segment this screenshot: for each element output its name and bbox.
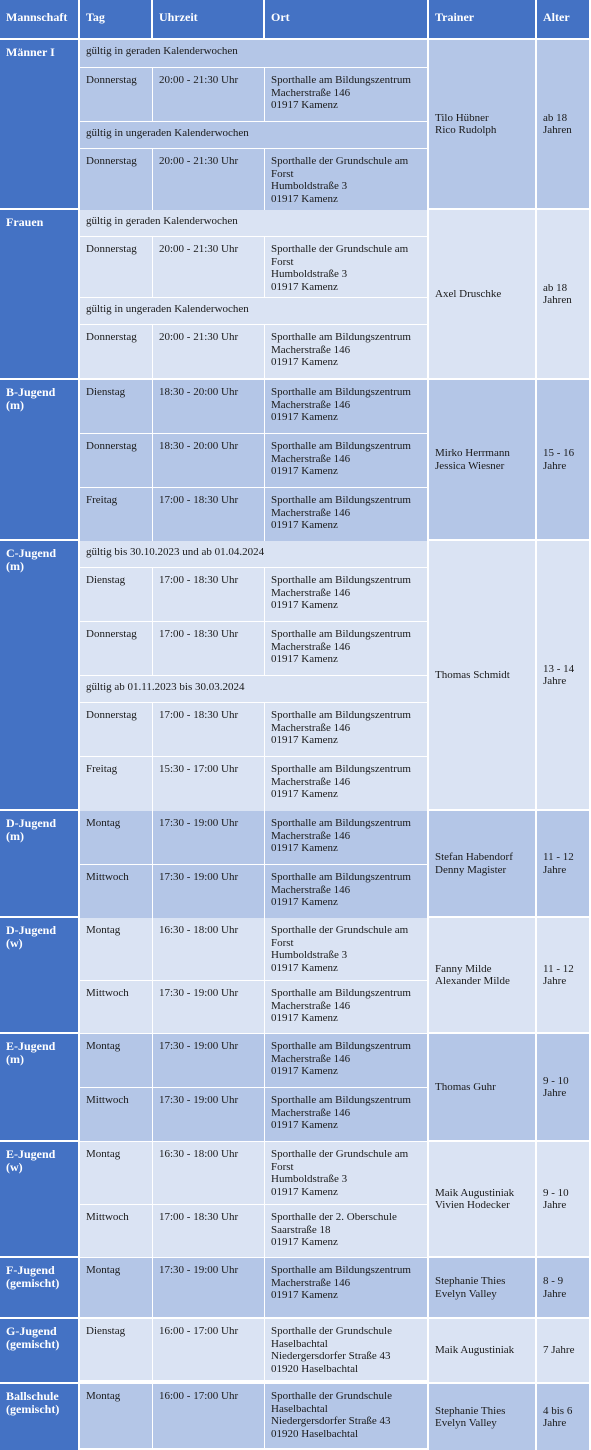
time-cell: 16:30 - 18:00 Uhr — [153, 918, 264, 980]
team-name: F-Jugend (gemischt) — [0, 1258, 78, 1317]
team-name: E-Jugend (m) — [0, 1034, 78, 1140]
day-cell: Mittwoch — [80, 1088, 152, 1141]
validity-note: gültig ab 01.11.2023 bis 30.03.2024 — [80, 676, 427, 702]
day-cell: Donnerstag — [80, 325, 152, 378]
trainer-cell: Thomas Guhr — [429, 1034, 535, 1140]
validity-note: gültig in ungeraden Kalenderwochen — [80, 298, 427, 324]
time-cell: 20:00 - 21:30 Uhr — [153, 149, 264, 211]
time-cell: 15:30 - 17:00 Uhr — [153, 757, 264, 814]
time-cell: 17:00 - 18:30 Uhr — [153, 622, 264, 675]
location-cell: Sporthalle am Bildungszentrum Macherstraße 146 01917 Kamenz — [265, 488, 427, 541]
day-cell: Montag — [80, 1034, 152, 1087]
location-cell: Sporthalle der Grundschule Haselbachtal Niedergersdorfer Straße 43 01920 Haselbachtal — [265, 1319, 427, 1380]
trainer-cell: Maik Augustiniak — [429, 1319, 535, 1382]
day-cell: Montag — [80, 811, 152, 864]
day-cell: Freitag — [80, 488, 152, 541]
time-cell: 17:00 - 18:30 Uhr — [153, 1205, 264, 1257]
age-cell: 8 - 9 Jahre — [537, 1258, 589, 1317]
time-cell: 16:30 - 18:00 Uhr — [153, 1142, 264, 1204]
team-name: Frauen — [0, 210, 78, 378]
team-name: D-Jugend (m) — [0, 811, 78, 916]
time-cell: 17:30 - 19:00 Uhr — [153, 1034, 264, 1087]
trainer-cell: Stephanie Thies Evelyn Valley — [429, 1258, 535, 1317]
team-name: G-Jugend (gemischt) — [0, 1319, 78, 1382]
age-cell: ab 18 Jahren — [537, 210, 589, 378]
time-cell: 20:00 - 21:30 Uhr — [153, 237, 264, 297]
location-cell: Sporthalle am Bildungszentrum Macherstraße 146 01917 Kamenz — [265, 568, 427, 621]
team-name: Männer I — [0, 40, 78, 208]
time-cell: 18:30 - 20:00 Uhr — [153, 380, 264, 433]
day-cell: Freitag — [80, 757, 152, 814]
day-cell: Mittwoch — [80, 1205, 152, 1257]
location-cell: Sporthalle am Bildungszentrum Macherstraße 146 01917 Kamenz — [265, 68, 427, 121]
trainer-cell: Stefan Habendorf Denny Magister — [429, 811, 535, 916]
location-cell: Sporthalle am Bildungszentrum Macherstraße 146 01917 Kamenz — [265, 434, 427, 487]
time-cell: 17:30 - 19:00 Uhr — [153, 981, 264, 1033]
day-cell: Montag — [80, 1384, 152, 1448]
day-cell: Dienstag — [80, 568, 152, 621]
age-cell: 9 - 10 Jahre — [537, 1142, 589, 1256]
time-cell: 17:00 - 18:30 Uhr — [153, 488, 264, 541]
time-cell: 17:30 - 19:00 Uhr — [153, 1088, 264, 1141]
time-cell: 17:30 - 19:00 Uhr — [153, 865, 264, 918]
header-uhrzeit: Uhrzeit — [153, 0, 263, 38]
header-ort: Ort — [265, 0, 427, 38]
location-cell: Sporthalle der Grundschule am Forst Humboldstraße 3 01917 Kamenz — [265, 149, 427, 211]
day-cell: Montag — [80, 918, 152, 980]
trainer-cell: Maik Augustiniak Vivien Hodecker — [429, 1142, 535, 1256]
location-cell: Sporthalle am Bildungszentrum Macherstraße 146 01917 Kamenz — [265, 380, 427, 433]
location-cell: Sporthalle am Bildungszentrum Macherstraße 146 01917 Kamenz — [265, 622, 427, 675]
time-cell: 20:00 - 21:30 Uhr — [153, 325, 264, 378]
location-cell: Sporthalle am Bildungszentrum Macherstraße 146 01917 Kamenz — [265, 865, 427, 918]
location-cell: Sporthalle der Grundschule am Forst Humboldstraße 3 01917 Kamenz — [265, 1142, 427, 1204]
team-name: D-Jugend (w) — [0, 918, 78, 1032]
location-cell: Sporthalle am Bildungszentrum Macherstraße 146 01917 Kamenz — [265, 1034, 427, 1087]
day-cell: Montag — [80, 1142, 152, 1204]
day-cell: Montag — [80, 1258, 152, 1317]
time-cell: 16:00 - 17:00 Uhr — [153, 1384, 264, 1448]
header-mannschaft: Mannschaft — [0, 0, 78, 38]
location-cell: Sporthalle am Bildungszentrum Macherstraße 146 01917 Kamenz — [265, 325, 427, 378]
location-cell: Sporthalle am Bildungszentrum Macherstraße 146 01917 Kamenz — [265, 1258, 427, 1317]
location-cell: Sporthalle am Bildungszentrum Macherstraße 146 01917 Kamenz — [265, 811, 427, 864]
time-cell: 18:30 - 20:00 Uhr — [153, 434, 264, 487]
location-cell: Sporthalle der Grundschule am Forst Humboldstraße 3 01917 Kamenz — [265, 918, 427, 980]
day-cell: Mittwoch — [80, 865, 152, 918]
day-cell: Donnerstag — [80, 68, 152, 121]
trainer-cell: Axel Druschke — [429, 210, 535, 378]
trainer-cell: Fanny Milde Alexander Milde — [429, 918, 535, 1032]
day-cell: Donnerstag — [80, 622, 152, 675]
location-cell: Sporthalle am Bildungszentrum Macherstraße 146 01917 Kamenz — [265, 703, 427, 756]
team-name: C-Jugend (m) — [0, 541, 78, 809]
day-cell: Mittwoch — [80, 981, 152, 1033]
header-trainer: Trainer — [429, 0, 535, 38]
trainer-cell: Tilo Hübner Rico Rudolph — [429, 40, 535, 208]
day-cell: Donnerstag — [80, 703, 152, 756]
day-cell: Donnerstag — [80, 237, 152, 297]
time-cell: 20:00 - 21:30 Uhr — [153, 68, 264, 121]
location-cell: Sporthalle am Bildungszentrum Macherstraße 146 01917 Kamenz — [265, 981, 427, 1033]
location-cell: Sporthalle der Grundschule Haselbachtal Niedergersdorfer Straße 43 01920 Haselbachtal — [265, 1384, 427, 1448]
team-name: E-Jugend (w) — [0, 1142, 78, 1256]
age-cell: 15 - 16 Jahre — [537, 380, 589, 539]
day-cell: Dienstag — [80, 380, 152, 433]
location-cell: Sporthalle am Bildungszentrum Macherstraße 146 01917 Kamenz — [265, 1088, 427, 1141]
trainer-cell: Thomas Schmidt — [429, 541, 535, 809]
age-cell: 11 - 12 Jahre — [537, 811, 589, 916]
validity-note: gültig in ungeraden Kalenderwochen — [80, 122, 427, 148]
validity-note: gültig in geraden Kalenderwochen — [80, 40, 427, 67]
header-tag: Tag — [80, 0, 151, 38]
age-cell: 13 - 14 Jahre — [537, 541, 589, 809]
location-cell: Sporthalle am Bildungszentrum Macherstraße 146 01917 Kamenz — [265, 757, 427, 814]
location-cell: Sporthalle der 2. Oberschule Saarstraße 18 01917 Kamenz — [265, 1205, 427, 1257]
time-cell: 16:00 - 17:00 Uhr — [153, 1319, 264, 1380]
time-cell: 17:30 - 19:00 Uhr — [153, 811, 264, 864]
age-cell: 4 bis 6 Jahre — [537, 1384, 589, 1450]
team-name: B-Jugend (m) — [0, 380, 78, 539]
trainer-cell: Mirko Herrmann Jessica Wiesner — [429, 380, 535, 539]
day-cell: Donnerstag — [80, 434, 152, 487]
day-cell: Dienstag — [80, 1319, 152, 1380]
header-alter: Alter — [537, 0, 589, 38]
day-cell: Donnerstag — [80, 149, 152, 211]
age-cell: 7 Jahre — [537, 1319, 589, 1382]
trainer-cell: Stephanie Thies Evelyn Valley — [429, 1384, 535, 1450]
time-cell: 17:30 - 19:00 Uhr — [153, 1258, 264, 1317]
age-cell: 11 - 12 Jahre — [537, 918, 589, 1032]
age-cell: 9 - 10 Jahre — [537, 1034, 589, 1140]
location-cell: Sporthalle der Grundschule am Forst Humboldstraße 3 01917 Kamenz — [265, 237, 427, 297]
team-name: Ballschule (gemischt) — [0, 1384, 78, 1450]
time-cell: 17:00 - 18:30 Uhr — [153, 703, 264, 756]
time-cell: 17:00 - 18:30 Uhr — [153, 568, 264, 621]
validity-note: gültig bis 30.10.2023 und ab 01.04.2024 — [80, 541, 427, 567]
validity-note: gültig in geraden Kalenderwochen — [80, 210, 427, 236]
age-cell: ab 18 Jahren — [537, 40, 589, 208]
